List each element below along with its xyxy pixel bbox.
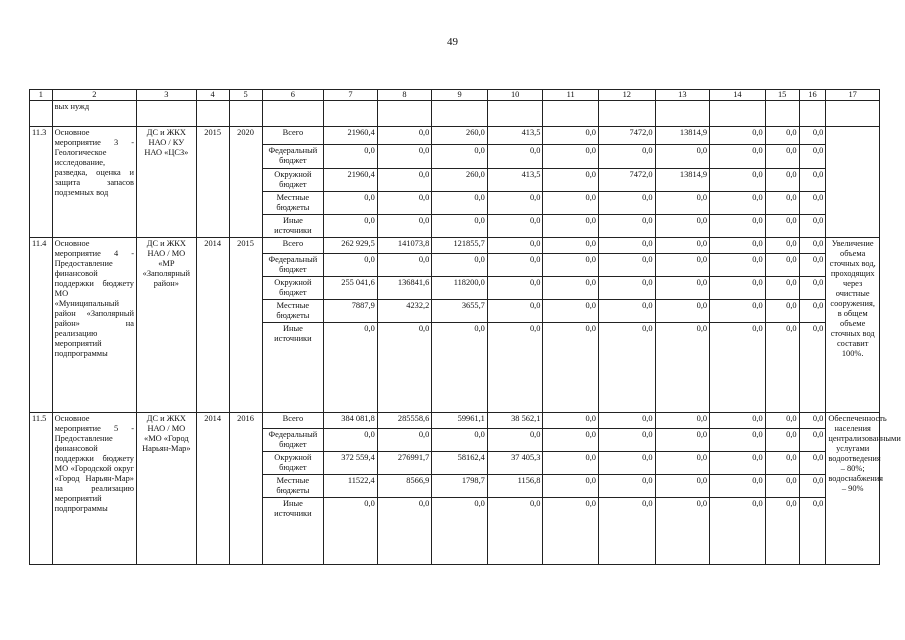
amount-cell: 0,0 [655,277,710,300]
cell-empty [324,101,378,127]
measure-executor: ДС и ЖКХ НАО / МО «МР «Заполярный район» [137,238,197,413]
amount-cell: 0,0 [487,498,543,565]
amount-cell: 0,0 [598,413,655,429]
column-number: 15 [765,90,799,101]
amount-cell: 0,0 [765,475,799,498]
amount-cell: 0,0 [710,323,766,413]
funding-source: Местные бюджеты [262,475,324,498]
amount-cell: 0,0 [799,475,826,498]
amount-cell: 0,0 [799,192,826,215]
amount-cell: 0,0 [324,429,378,452]
amount-cell: 0,0 [598,254,655,277]
amount-cell: 384 081,8 [324,413,378,429]
amount-cell: 0,0 [432,323,488,413]
cell-empty [262,101,324,127]
amount-cell: 38 562,1 [487,413,543,429]
column-number: 1 [30,90,53,101]
amount-cell: 0,0 [487,277,543,300]
amount-cell: 413,5 [487,169,543,192]
amount-cell: 0,0 [765,323,799,413]
amount-cell: 0,0 [710,413,766,429]
amount-cell: 1156,8 [487,475,543,498]
end-year: 2015 [229,238,262,413]
measure-name: Основное мероприятие 4 - Предоставление финансовой поддержки бюджету МО «Муниципальный район «Заполярный район» на реализацию мероприятий подпрограммы [52,238,136,413]
amount-cell: 0,0 [655,498,710,565]
start-year: 2014 [196,413,229,565]
funding-source: Иные источники [262,215,324,238]
amount-cell: 58162,4 [432,452,488,475]
funding-source: Окружной бюджет [262,169,324,192]
page-number: 49 [447,36,458,48]
continuation-text: вых нужд [52,101,136,127]
column-number: 13 [655,90,710,101]
table-row [30,238,880,254]
amount-cell: 0,0 [377,429,432,452]
column-number: 5 [229,90,262,101]
amount-cell: 0,0 [765,429,799,452]
column-number: 6 [262,90,324,101]
amount-cell: 0,0 [765,169,799,192]
amount-cell: 0,0 [377,192,432,215]
table-row [30,127,880,145]
budget-table [29,89,901,565]
column-number: 9 [432,90,488,101]
amount-cell: 0,0 [543,452,599,475]
amount-cell: 0,0 [655,215,710,238]
cell-empty [432,101,488,127]
amount-cell: 0,0 [377,127,432,145]
amount-cell: 0,0 [765,413,799,429]
amount-cell: 0,0 [765,277,799,300]
amount-cell: 0,0 [710,145,766,169]
amount-cell: 260,0 [432,127,488,145]
amount-cell: 0,0 [799,452,826,475]
funding-source: Местные бюджеты [262,300,324,323]
amount-cell: 0,0 [543,192,599,215]
amount-cell: 0,0 [655,238,710,254]
measure-id: 11.4 [30,238,53,413]
amount-cell: 7472,0 [598,127,655,145]
funding-source: Местные бюджеты [262,192,324,215]
end-year: 2020 [229,127,262,238]
amount-cell: 0,0 [543,277,599,300]
amount-cell: 0,0 [324,254,378,277]
amount-cell: 0,0 [655,475,710,498]
funding-source: Федеральный бюджет [262,145,324,169]
amount-cell: 0,0 [598,145,655,169]
amount-cell: 0,0 [598,498,655,565]
expected-result: Обеспеченность населения централизованными услугами водоотведения – 80%; водоснабжения – 90% [826,413,880,565]
column-number: 8 [377,90,432,101]
amount-cell: 0,0 [324,498,378,565]
column-number: 16 [799,90,826,101]
amount-cell: 0,0 [432,215,488,238]
amount-cell: 0,0 [765,192,799,215]
amount-cell: 0,0 [765,145,799,169]
cell-empty [598,101,655,127]
funding-source: Окружной бюджет [262,452,324,475]
amount-cell: 0,0 [799,127,826,145]
column-number: 12 [598,90,655,101]
amount-cell: 141073,8 [377,238,432,254]
amount-cell: 0,0 [655,300,710,323]
column-number: 11 [543,90,599,101]
amount-cell: 0,0 [598,452,655,475]
amount-cell: 121855,7 [432,238,488,254]
amount-cell: 0,0 [377,323,432,413]
amount-cell: 0,0 [799,300,826,323]
measure-executor: ДС и ЖКХ НАО / МО «МО «Город Нарьян-Мар» [137,413,197,565]
amount-cell: 0,0 [432,429,488,452]
amount-cell: 0,0 [799,413,826,429]
expected-result [826,127,880,238]
amount-cell: 21960,4 [324,169,378,192]
measure-name: Основное мероприятие 5 - Предоставление финансовой поддержки бюджету МО «Городской округ «Город Нарьян-Мар» на реализацию мероприятий подпрограммы [52,413,136,565]
amount-cell: 0,0 [765,300,799,323]
amount-cell: 13814,9 [655,169,710,192]
cell-empty [655,101,710,127]
funding-source: Всего [262,413,324,429]
cell-empty [710,101,766,127]
amount-cell: 0,0 [487,429,543,452]
amount-cell: 0,0 [710,238,766,254]
cell-empty [229,101,262,127]
column-number-row [30,90,880,101]
amount-cell: 1798,7 [432,475,488,498]
amount-cell: 118200,0 [432,277,488,300]
amount-cell: 21960,4 [324,127,378,145]
amount-cell: 0,0 [432,192,488,215]
amount-cell: 0,0 [543,215,599,238]
amount-cell: 0,0 [799,498,826,565]
funding-source: Федеральный бюджет [262,429,324,452]
cell-empty [137,101,197,127]
amount-cell: 0,0 [799,215,826,238]
end-year: 2016 [229,413,262,565]
amount-cell: 0,0 [487,238,543,254]
amount-cell: 0,0 [487,323,543,413]
amount-cell: 0,0 [324,145,378,169]
amount-cell: 0,0 [655,145,710,169]
amount-cell: 0,0 [710,215,766,238]
funding-source: Всего [262,127,324,145]
cell-empty [543,101,599,127]
amount-cell: 0,0 [710,127,766,145]
amount-cell: 0,0 [765,254,799,277]
amount-cell: 0,0 [377,215,432,238]
amount-cell: 0,0 [598,300,655,323]
column-number: 10 [487,90,543,101]
amount-cell: 0,0 [799,323,826,413]
amount-cell: 0,0 [377,169,432,192]
amount-cell: 0,0 [765,238,799,254]
amount-cell: 0,0 [799,145,826,169]
amount-cell: 0,0 [324,323,378,413]
amount-cell: 0,0 [377,498,432,565]
amount-cell: 0,0 [487,300,543,323]
amount-cell: 7887,9 [324,300,378,323]
amount-cell: 0,0 [655,413,710,429]
measure-id: 11.5 [30,413,53,565]
cell-empty [487,101,543,127]
amount-cell: 0,0 [765,127,799,145]
amount-cell: 0,0 [543,475,599,498]
measure-name: Основное мероприятие 3 - Геологическое исследование, разведка, оценка и защита запасов подземных вод [52,127,136,238]
cell-empty [765,101,799,127]
amount-cell: 11522,4 [324,475,378,498]
amount-cell: 0,0 [543,127,599,145]
measure-id: 11.3 [30,127,53,238]
amount-cell: 0,0 [324,192,378,215]
amount-cell: 0,0 [799,254,826,277]
amount-cell: 0,0 [598,475,655,498]
amount-cell: 0,0 [487,192,543,215]
amount-cell: 0,0 [710,169,766,192]
column-number: 2 [52,90,136,101]
amount-cell: 37 405,3 [487,452,543,475]
amount-cell: 13814,9 [655,127,710,145]
amount-cell: 8566,9 [377,475,432,498]
table-row [30,413,880,429]
cell-empty [826,101,880,127]
start-year: 2014 [196,238,229,413]
amount-cell: 0,0 [543,300,599,323]
amount-cell: 0,0 [710,300,766,323]
amount-cell: 0,0 [598,192,655,215]
column-number: 17 [826,90,880,101]
amount-cell: 0,0 [543,238,599,254]
continuation-row [30,101,880,127]
amount-cell: 0,0 [377,145,432,169]
amount-cell: 0,0 [765,215,799,238]
column-number: 14 [710,90,766,101]
amount-cell: 4232,2 [377,300,432,323]
amount-cell: 0,0 [432,254,488,277]
amount-cell: 255 041,6 [324,277,378,300]
amount-cell: 0,0 [799,238,826,254]
amount-cell: 0,0 [710,192,766,215]
cell-empty [377,101,432,127]
amount-cell: 7472,0 [598,169,655,192]
amount-cell: 0,0 [765,452,799,475]
column-number: 7 [324,90,378,101]
amount-cell: 0,0 [799,277,826,300]
amount-cell: 0,0 [598,238,655,254]
amount-cell: 0,0 [655,323,710,413]
amount-cell: 0,0 [765,498,799,565]
amount-cell: 0,0 [598,215,655,238]
amount-cell: 0,0 [598,323,655,413]
amount-cell: 0,0 [710,452,766,475]
expected-result: Увеличение объема сточных вод, проходящих через очистные сооружения, в общем объеме сточных вод составит 100%. [826,238,880,413]
amount-cell: 0,0 [543,254,599,277]
amount-cell: 0,0 [710,277,766,300]
amount-cell: 413,5 [487,127,543,145]
amount-cell: 0,0 [710,429,766,452]
amount-cell: 0,0 [655,429,710,452]
amount-cell: 3655,7 [432,300,488,323]
amount-cell: 0,0 [655,192,710,215]
amount-cell: 0,0 [543,413,599,429]
amount-cell: 0,0 [543,498,599,565]
amount-cell: 0,0 [487,215,543,238]
amount-cell: 285558,6 [377,413,432,429]
amount-cell: 0,0 [432,498,488,565]
funding-source: Всего [262,238,324,254]
amount-cell: 0,0 [543,169,599,192]
amount-cell: 260,0 [432,169,488,192]
amount-cell: 276991,7 [377,452,432,475]
amount-cell: 0,0 [655,452,710,475]
amount-cell: 0,0 [543,429,599,452]
amount-cell: 0,0 [543,145,599,169]
column-number: 4 [196,90,229,101]
amount-cell: 0,0 [487,145,543,169]
amount-cell: 0,0 [598,277,655,300]
cell-empty [196,101,229,127]
amount-cell: 372 559,4 [324,452,378,475]
amount-cell: 0,0 [324,215,378,238]
amount-cell: 0,0 [655,254,710,277]
amount-cell: 262 929,5 [324,238,378,254]
amount-cell: 0,0 [799,429,826,452]
amount-cell: 0,0 [543,323,599,413]
amount-cell: 136841,6 [377,277,432,300]
amount-cell: 59961,1 [432,413,488,429]
amount-cell: 0,0 [377,254,432,277]
funding-source: Иные источники [262,498,324,565]
cell-empty [799,101,826,127]
cell-empty [30,101,53,127]
amount-cell: 0,0 [710,254,766,277]
funding-source: Федеральный бюджет [262,254,324,277]
amount-cell: 0,0 [487,254,543,277]
amount-cell: 0,0 [598,429,655,452]
amount-cell: 0,0 [710,475,766,498]
amount-cell: 0,0 [710,498,766,565]
measure-executor: ДС и ЖКХ НАО / КУ НАО «ЦСЗ» [137,127,197,238]
start-year: 2015 [196,127,229,238]
funding-source: Окружной бюджет [262,277,324,300]
funding-source: Иные источники [262,323,324,413]
amount-cell: 0,0 [432,145,488,169]
column-number: 3 [137,90,197,101]
amount-cell: 0,0 [799,169,826,192]
